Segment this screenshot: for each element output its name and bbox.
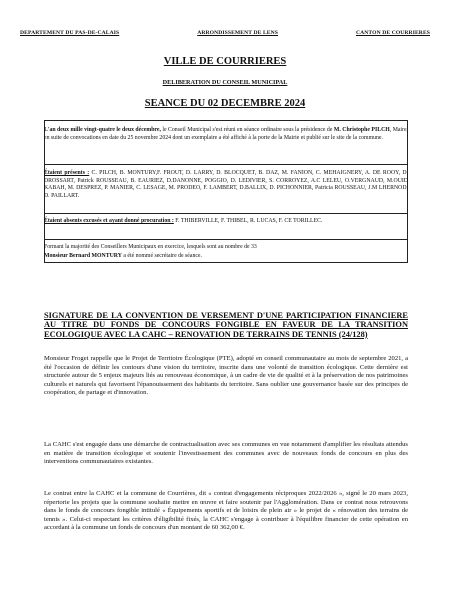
box-divider-2 [44, 213, 408, 214]
box-divider-1 [44, 164, 408, 165]
absents-label: Étaient absents excusés et ayant donné procuration : [44, 218, 174, 224]
document-header [20, 30, 430, 36]
paragraph-1: Monsieur Froget rappelle que le Projet de Territoire Écologique (PTE), adopté en conseil communautaire au mois de septembre 2021, a été l'occasion de définir les contours d'une vision du territoire, inscrite dans une volonté de transition écologique. Cette dernière est structurée autour de 5 enjeux majeurs liés au renouveau économique, à un cadre de vie de qualité et à la préservation de nos patrimoines culturels et naturels qui favorisent l'épanouissement des habitants du territoire. Sans oublier une gouvernance basée sur des principes de coopération, de partage et d'innovation. [44, 355, 408, 397]
paragraph-3: Le contrat entre la CAHC et la commune de Courrières, dit « contrat d'engagements réciproques 2022/2026 », signé le 20 mars 2023, répertorie les projets que la commune souhaite mettre en œuvre et faire soutenir par l'Agglomération. Dans ce contrat nous retrouvons dans le fonds de concours fongible intitulé « Équipements sportifs et de loisirs de plein air » le projet de « rénovation des terrains de tennis ». Celui-ci respectant les critères d'éligibilité fixés, la CAHC s'engage à contribuer à l'équilibre financier de cette opération en accordant à la commune un fonds de concours d'un montant de 60 362,00 €. [44, 490, 408, 532]
intro-tail: , Maire, en suite de convocations en date du 25 novembre 2024 dont un exemplaire a été affiché à la porte de la Mairie et publié sur le site de la commune. [44, 127, 408, 141]
presents-label: Étaient présents : [44, 170, 90, 176]
header-department: DEPARTEMENT DU PAS-DE-CALAIS [20, 30, 120, 36]
header-canton: CANTON DE COURRIERES [355, 30, 430, 36]
presents-paragraph [44, 170, 408, 200]
document-title: VILLE DE COURRIERES [163, 56, 287, 67]
quorum-text: Formant la majorité des Conseillers Municipaux en exercice, lesquels sont au nombre de 33 [44, 244, 257, 250]
absents-names: F. THIBERVILLE, F. THIBEL, R. LUCAS, F. CE TORILLEC. [173, 218, 323, 224]
box-bottom-border [44, 262, 408, 263]
section-title: SIGNATURE DE LA CONVENTION DE VERSEMENT D'UNE PARTICIPATION FINANCIERE AU TITRE DU FONDS DE CONCOURS FONGIBLE EN FAVEUR DE LA TRANSITION ECOLOGIQUE AVEC LA CAHC – RENOVATION DE TERRAINS DE TENNIS (24/128) [44, 311, 408, 339]
document-subtitle: DELIBERATION DU CONSEIL MUNICIPAL [162, 79, 288, 86]
paragraph-2: La CAHC s'est engagée dans une démarche de contractualisation avec ses communes en vue notamment d'amplifier les résultats attendus en matière de transition écologique et soutenir l'investissement des communes avec de nouveaux fonds de concours en plus des interventions communautaires existantes. [44, 441, 408, 466]
secretary-line [44, 253, 408, 261]
session-date: SEANCE DU 02 DECEMBRE 2024 [144, 98, 306, 109]
presents-names: C. PILCH, B. MONTURY,F. FROUT, D. LARRY, D. BLOCQUET, B. DAZ, M. FANION, C. MEHAIGNERY, A. DE ROOY, D. DROSSART, Patrick ROUSSEAU, B. EAURIEZ, D.DANONNE, POGGIO, D. LEDIVIER, S. CORROYEZ, A.C LELEU, O.VERGNAUD, M.OUID KABAH, M. DESPREZ, P. MANIER, C. LESAGE, M. PRODEO, F. LAMBERT, D.BALLIX, D. PICHONNIER, Patricia ROUSSEAU, J.M LHERNOD, D. PAILLART. [44, 170, 408, 199]
secretary-role: a été nommé secrétaire de séance. [121, 253, 202, 259]
intro-paragraph [44, 127, 408, 142]
intro-lead: L'an deux mille vingt-quatre le deux décembre, [44, 127, 161, 133]
header-district: ARRONDISSEMENT DE LENS [197, 30, 278, 36]
absents-paragraph [44, 218, 408, 226]
intro-body: le Conseil Municipal s'est réuni en séance ordinaire sous la présidence de [160, 127, 334, 133]
intro-mayor: M. Christophe PILCH [333, 127, 390, 133]
secretary-name: Monsieur Bernard MONTURY [44, 253, 122, 259]
box-divider-3 [44, 239, 408, 240]
box-top-border [44, 120, 408, 121]
